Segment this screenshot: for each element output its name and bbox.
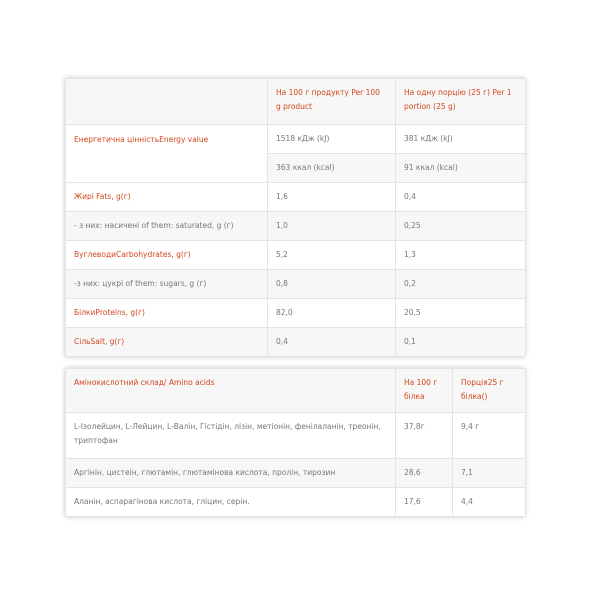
amino-header-label: Амінокислотний склад/ Amino acids: [66, 369, 396, 413]
nutrient-per-portion: 20,5: [396, 299, 526, 328]
header-per-100g: На 100 г продукту Per 100 g product: [268, 79, 396, 125]
amino-header-portion: Порція25 г білка(): [453, 369, 526, 413]
nutrition-row: [66, 299, 526, 328]
amino-per-100g: 17,6: [396, 488, 453, 517]
nutrient-per-100g: 5,2: [268, 241, 396, 270]
amino-acids-table: [65, 368, 526, 517]
energy-label: Енергетична цінністьEnergy value: [66, 125, 268, 183]
nutrient-label: ВуглеводиCarbohydrates, g(г): [66, 241, 268, 270]
amino-row: [66, 413, 526, 459]
amino-per-portion: 4,4: [453, 488, 526, 517]
amino-per-portion: 7,1: [453, 459, 526, 488]
nutrient-label: СільSalt, g(г): [66, 328, 268, 357]
nutrient-per-100g: 1,6: [268, 183, 396, 212]
nutrient-per-100g: 0,4: [268, 328, 396, 357]
amino-acids-table-card: [65, 368, 525, 517]
nutrient-per-portion: 0,1: [396, 328, 526, 357]
nutrient-label: - з них: насичені of them: saturated, g (г): [66, 212, 268, 241]
nutrient-per-100g: 1,0: [268, 212, 396, 241]
amino-group-label: Аргінін, цистеін, глютамін, глютамінова кислота, пролін, тирозин: [66, 459, 396, 488]
amino-per-100g: 28,6: [396, 459, 453, 488]
nutrient-per-portion: 1,3: [396, 241, 526, 270]
amino-row: [66, 459, 526, 488]
header-per-portion: На одну порцію (25 г) Per 1 portion (25 g): [396, 79, 526, 125]
nutrition-row: [66, 328, 526, 357]
amino-per-portion: 9,4 г: [453, 413, 526, 459]
energy-kcal-per-portion: 91 ккал (kcal): [396, 154, 526, 183]
nutrient-label: -з них: цукрі of them: sugars, g (г): [66, 270, 268, 299]
nutrition-table: [65, 78, 526, 357]
nutrition-rows: [66, 183, 526, 357]
amino-group-label: Аланін, аспарагінова кислота, гліцин, серін.: [66, 488, 396, 517]
energy-kj-row: [66, 125, 526, 154]
energy-kj-per-portion: 381 кДж (kJ): [396, 125, 526, 154]
energy-kj-per-100g: 1518 кДж (kJ): [268, 125, 396, 154]
amino-per-100g: 37,8г: [396, 413, 453, 459]
nutrient-per-portion: 0,4: [396, 183, 526, 212]
nutrient-per-portion: 0,2: [396, 270, 526, 299]
nutrient-per-portion: 0,25: [396, 212, 526, 241]
nutrition-row: [66, 212, 526, 241]
nutrient-label: Жирі Fats, g(г): [66, 183, 268, 212]
nutrition-row: [66, 241, 526, 270]
amino-header-per-100g: На 100 г білка: [396, 369, 453, 413]
nutrition-table-card: [65, 78, 525, 357]
nutrition-row: [66, 270, 526, 299]
amino-group-label: L-Ізолейцин, L-Лейцин, L-Валін, Гістідін, лізін, метіонін, фенілаланін, треонін, триптофан: [66, 413, 396, 459]
nutrient-per-100g: 82,0: [268, 299, 396, 328]
amino-row: [66, 488, 526, 517]
energy-kcal-per-100g: 363 ккал (kcal): [268, 154, 396, 183]
nutrition-row: [66, 183, 526, 212]
nutrition-header-blank: [66, 79, 268, 125]
amino-rows: [66, 413, 526, 517]
nutrient-per-100g: 0,8: [268, 270, 396, 299]
amino-header-row: [66, 369, 526, 413]
nutrition-header-row: [66, 79, 526, 125]
nutrient-label: БілкиProteins, g(г): [66, 299, 268, 328]
